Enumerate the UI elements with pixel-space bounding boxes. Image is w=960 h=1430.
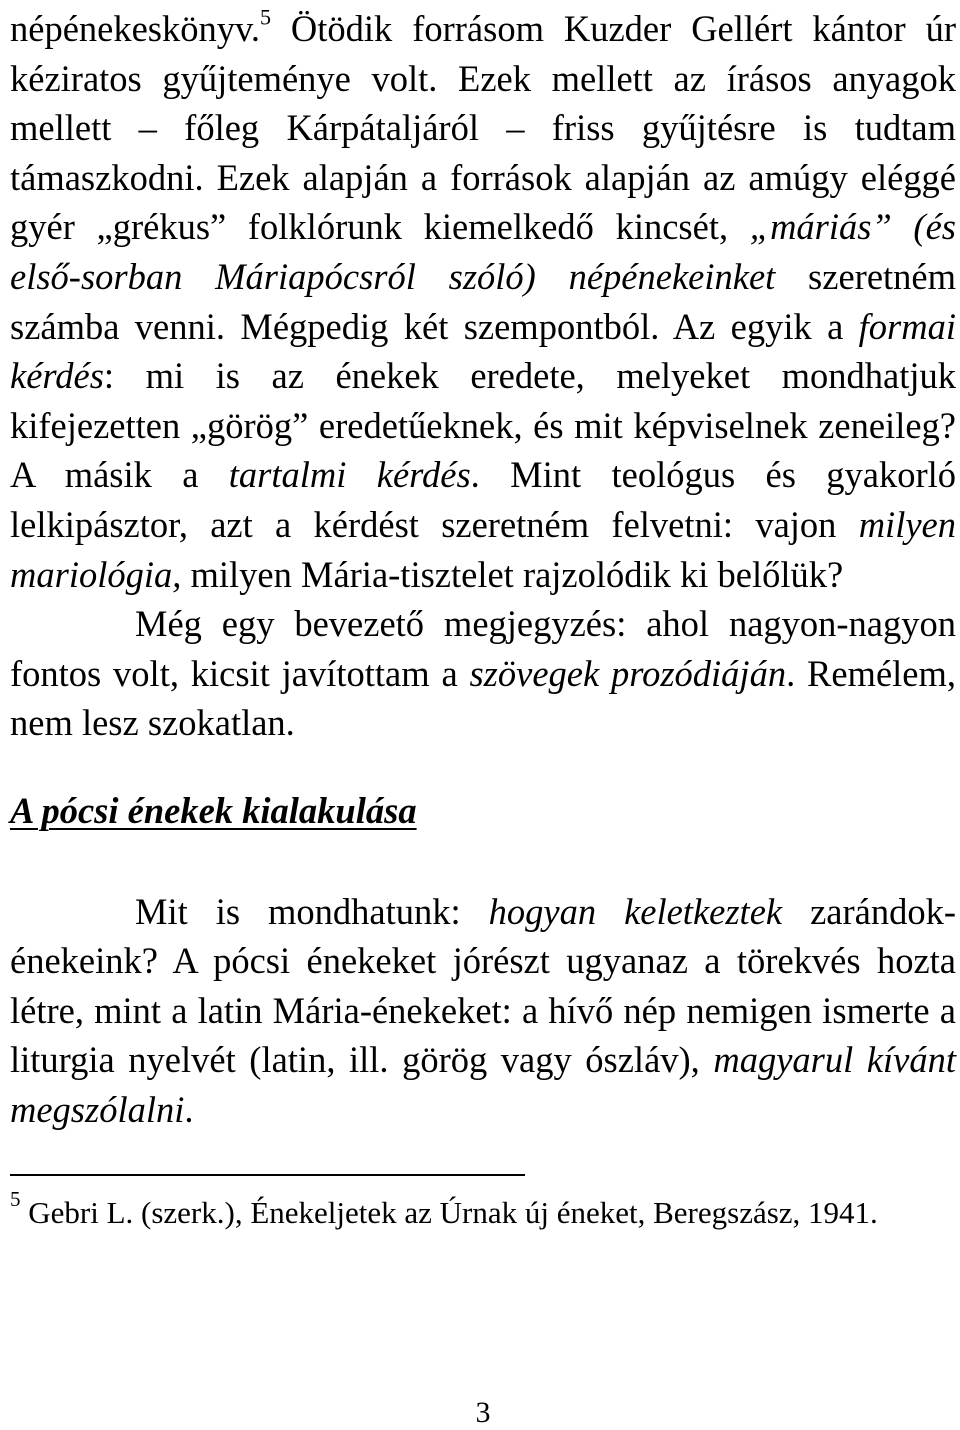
footnote-separator <box>10 1174 525 1176</box>
footnote-reference-5: 5 <box>260 4 272 30</box>
paragraph-3-text-2: zarándok-énekeink? A pócsi énekeket jórészt ugyanaz a törekvés hozta létre, mint a latin Mária-énekeket: a hívő nép nemigen ismerte a liturgia nyelvét (latin, ill. görög vagy ószláv), <box>10 890 956 1081</box>
paragraph-1-text-4: : mi is az énekek eredete, melyeket mondhatjuk kifejezetten „görög” eredetűeknek, és mit képviselnek zeneileg? A másik a <box>10 355 956 496</box>
paragraph-1-text-3: szeretném számba venni. Mégpedig két szempontból. Az egyik a <box>10 255 957 347</box>
paragraph-3-italic-2: magyarul kívánt megszólalni <box>10 1039 956 1130</box>
paragraph-1-text-6: milyen Mária-tisztelet rajzolódik ki belőlük? <box>181 553 844 595</box>
footnote-number: 5 <box>10 1187 21 1212</box>
paragraph-1-text-1: népénekeskönyv. <box>10 8 261 49</box>
section-heading: A pócsi énekek kialakulása <box>10 789 417 831</box>
paragraph-1-italic-2: formai kérdés <box>10 305 956 397</box>
paragraph-2-text-1: Még egy bevezető megjegyzés: ahol nagyon-nagyon fontos volt, kicsit javítottam a <box>10 603 956 694</box>
paragraph-1-italic-1: „máriás” (és első-sorban Máriapócsról szóló) népénekeinket <box>10 206 956 297</box>
paragraph-1-text-2: Ötödik forrásom Kuzder Gellért kántor úr kéziratos gyűjteménye volt. Ezek mellett az írásos anyagok mellett – főleg Kárpátaljáról – friss gyűjtésre is tudtam támaszkodni. Ezek alapján a források alapján az amúgy eléggé gyér „grékus” folklórunk kiemelkedő kincsét, <box>10 8 956 248</box>
body-paragraph-3 <box>10 887 956 1135</box>
paragraph-3-italic-1: hogyan keletkeztek <box>488 890 783 932</box>
page-number: 3 <box>475 1396 491 1429</box>
footnote <box>10 1187 956 1235</box>
body-paragraph-2 <box>10 599 956 748</box>
document-page <box>10 0 956 1235</box>
paragraph-2-text-2: . Remélem, nem lesz szokatlan. <box>10 652 957 744</box>
paragraph-3-text-3: . <box>184 1088 194 1130</box>
paragraph-1-text-5: . Mint teológus és gyakorló lelkipásztor, azt a kérdést szeretném felvetni: vajon <box>10 454 957 545</box>
footnote-text: Gebri L. (szerk.), Énekeljetek az Úrnak új éneket, Beregszász, 1941. <box>20 1195 878 1231</box>
paragraph-2-italic-1: szövegek prozódiáján <box>469 652 787 694</box>
paragraph-3-text-1: Mit is mondhatunk: <box>135 890 489 932</box>
body-paragraph-1 <box>10 4 956 599</box>
paragraph-1-italic-4: milyen mariológia, <box>10 503 956 595</box>
paragraph-1-italic-3: tartalmi kérdés <box>228 454 471 496</box>
